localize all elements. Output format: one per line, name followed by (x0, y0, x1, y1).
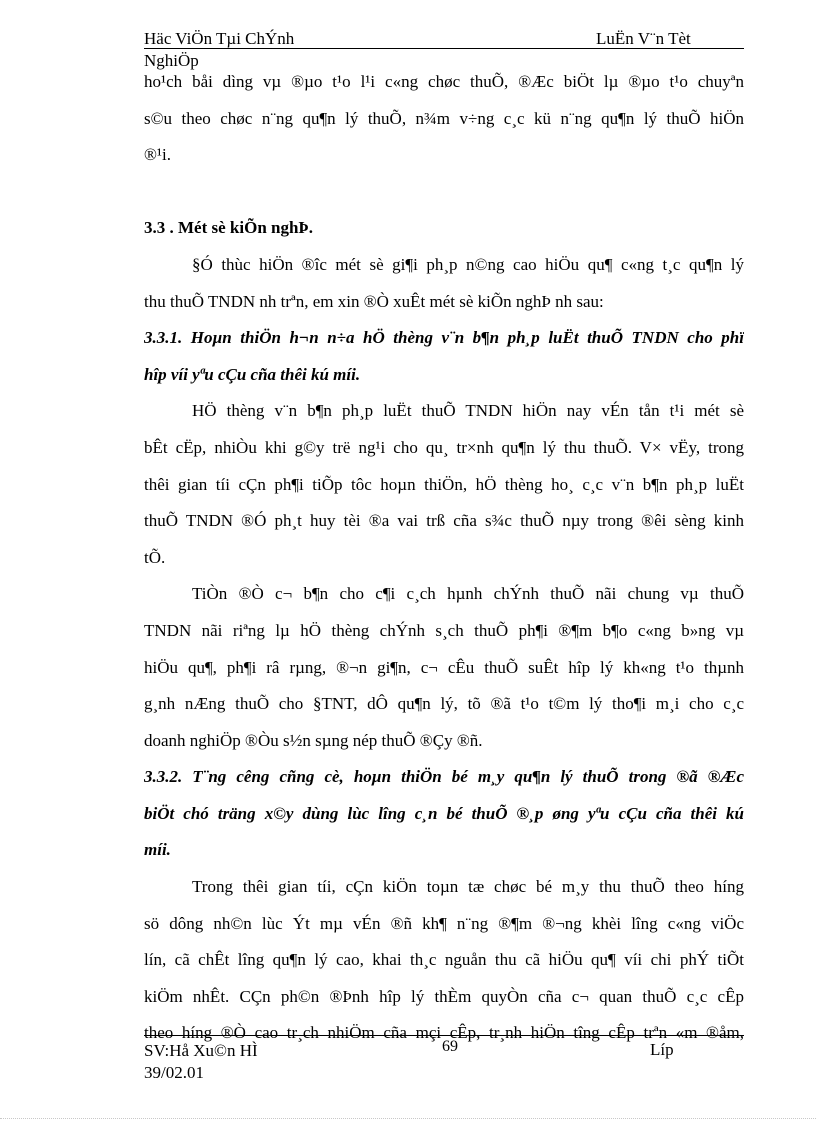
paragraph-line: ho¹ch båi dìng vµ ®µo t¹o l¹i c«ng chøc thuÕ, ®Æc biÖt lµ ®µo t¹o chuyªn (144, 72, 744, 91)
paragraph-line: thuÕ TNDN ®Ó ph¸t huy tèi ®a vai trß cña s¾c thuÕ nµy trong ®êi sèng kinh (144, 511, 744, 531)
footer-student-id: 39/02.01 (144, 1063, 204, 1082)
paragraph-line: lín, cã chÊt lîng qu¶n lý cao, khai th¸c nguån thu cã hiÖu qu¶ víi chi phÝ tiÕt (144, 950, 744, 970)
header-school-name: Häc ViÖn Tµi ChÝnh (144, 29, 295, 48)
footer-student (144, 1040, 324, 1084)
paragraph-line: doanh nghiÖp ®Òu s½n sµng nép thuÕ ®Çy ®ñ. (144, 730, 483, 750)
paragraph-line: g¸nh nÆng thuÕ cho §TNT, dÔ qu¶n lý, tõ ®ã t¹o t©m lý tho¶i m¸i cho c¸c (144, 694, 744, 714)
paragraph-line: tÕ. (144, 547, 166, 567)
section-heading: 3.3 . Mét sè kiÕn nghÞ. (144, 218, 314, 238)
page-number: 69 (442, 1038, 458, 1055)
paragraph-line: ®¹i. (144, 145, 171, 165)
paragraph-line: TNDN nãi riªng lµ hÖ thèng chÝnh s¸ch thuÕ ph¶i ®¶m b¶o c«ng b»ng vµ (144, 620, 744, 640)
paragraph-line: thêi gian tíi cÇn ph¶i tiÕp tôc hoµn thiÖn, hÖ thèng ho¸ c¸c v¨n b¶n ph¸p luËt (144, 474, 744, 494)
header-thesis: LuËn V¨n Tèt (596, 29, 691, 48)
paragraph-line: bÊt cËp, nhiÒu khi g©y trë ng¹i cho qu¸ tr×nh qu¶n lý thu thuÕ. V× vËy, trong (144, 437, 744, 457)
subsection-heading: biÖt chó träng x©y dùng lùc lîng c¸n bé thuÕ ®¸p øng yªu cÇu cña thêi kú (144, 803, 744, 823)
page-body (144, 64, 744, 1052)
footer-divider (144, 1035, 744, 1036)
paragraph-line: s©u theo chøc n¨ng qu¶n lý thuÕ, n¾m v÷ng c¸c kü n¨ng qu¶n lý thuÕ hiÖn (144, 108, 744, 128)
footer-class: Líp (650, 1040, 674, 1059)
subsection-heading: 3.3.2. T¨ng cêng cñng cè, hoµn thiÖn bé m¸y qu¶n lý thuÕ trong ®ã ®Æc (144, 767, 744, 787)
paragraph-line: kiÖm nhÊt. CÇn ph©n ®Þnh hîp lý thÈm quyÒn cña c¬ quan thuÕ c¸c cÊp (144, 986, 744, 1006)
paragraph-line: sö dông nh©n lùc Ýt mµ vÉn ®ñ kh¶ n¨ng ®¶m ®¬ng khèi lîng c«ng viÖc (144, 913, 744, 933)
subsection-heading: 3.3.1. Hoµn thiÖn h¬n n÷a hÖ thèng v¨n b¶n ph¸p luËt thuÕ TNDN cho phï (144, 328, 744, 348)
header-school-cont: NghiÖp (144, 51, 199, 70)
header-divider (144, 48, 744, 49)
footer-student-name: SV:Hå Xu©n HÌ (144, 1041, 258, 1060)
paragraph-line: TiÒn ®Ò c¬ b¶n cho c¶i c¸ch hµnh chÝnh thuÕ nãi chung vµ thuÕ (192, 584, 744, 604)
page-edge (0, 1118, 816, 1119)
paragraph-line: theo híng ®Ò cao tr¸ch nhiÖm cña mçi cÊp, tr¸nh hiÖn tîng cÊp trªn «m ®åm, (144, 1023, 744, 1043)
paragraph-line: HÖ thèng v¨n b¶n ph¸p luËt thuÕ TNDN hiÖn nay vÉn tån t¹i mét sè (192, 401, 744, 421)
paragraph-line: thu thuÕ TNDN nh trªn, em xin ®Ò xuÊt mét sè kiÕn nghÞ nh sau: (144, 291, 604, 311)
paragraph-line: Trong thêi gian tíi, cÇn kiÖn toµn tæ chøc bé m¸y thu thuÕ theo híng (192, 877, 744, 897)
paragraph-line: hiÖu qu¶, ph¶i râ rµng, ®¬n gi¶n, c¬ cÊu thuÕ suÊt hîp lý kh«ng t¹o thµnh (144, 657, 744, 677)
paragraph-line: §Ó thùc hiÖn ®îc mét sè gi¶i ph¸p n©ng cao hiÖu qu¶ c«ng t¸c qu¶n lý (192, 254, 744, 274)
subsection-heading: míi. (144, 840, 171, 860)
subsection-heading: hîp víi yªu cÇu cña thêi kú míi. (144, 364, 361, 384)
